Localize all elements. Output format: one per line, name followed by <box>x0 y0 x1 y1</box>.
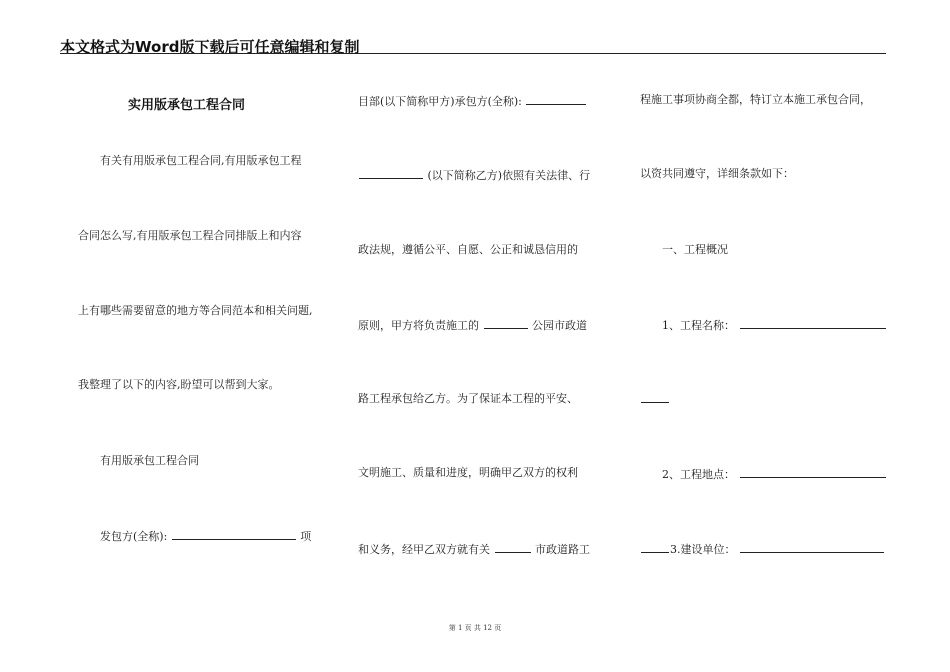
col1-line-5: 有用版承包工程合同 <box>100 454 199 467</box>
road-blank <box>495 541 531 553</box>
col1-line-6 <box>100 528 311 544</box>
project-location-blank <box>740 466 886 478</box>
header-rule <box>60 53 886 54</box>
col2-line-1 <box>358 93 587 109</box>
employer-label: 发包方(全称): <box>100 530 168 543</box>
col2-line-2 <box>358 167 590 183</box>
col2-line-5: 路工程承包给乙方。为了保证本工程的平安、 <box>358 392 578 405</box>
col2-line-2-text: (以下简称乙方)依照有关法律、行 <box>427 169 591 182</box>
col3-line-6 <box>662 466 887 482</box>
owner-blank <box>740 541 884 553</box>
col3-line-7 <box>640 541 885 557</box>
col3-line-5 <box>640 391 670 407</box>
project-blank <box>484 317 528 329</box>
contractor-blank <box>526 93 586 105</box>
col3-line-2: 以资共同遵守，详细条款如下： <box>640 167 794 180</box>
document-header: 本文格式为Word版下载后可任意编辑和复制 <box>60 38 360 56</box>
col2-line-3: 政法规，遵循公平、自愿、公正和诚恳信用的 <box>358 243 578 256</box>
contract-title: 实用版承包工程合同 <box>128 98 246 113</box>
section-heading: 一、工程概况 <box>662 243 728 256</box>
col1-line-3: 上有哪些需要留意的地方等合同范本和相关问题, <box>78 304 313 317</box>
col1-line-2: 合同怎么写,有用版承包工程合同排版上和内容 <box>78 229 302 242</box>
col2-line-7 <box>358 541 590 557</box>
page-footer: 第 1 页 共 12 页 <box>448 624 502 632</box>
col3-line-1: 程施工事项协商全都，特订立本施工承包合同， <box>640 93 871 106</box>
col2-line-7-tail: 市政道路工 <box>535 543 590 556</box>
col1-line-6-tail: 项 <box>300 530 312 543</box>
col2-line-7-text: 和义务，经甲乙双方就有关 <box>358 543 490 556</box>
project-name-blank-2 <box>641 391 669 403</box>
employer-blank <box>172 528 296 540</box>
contractor-label: 目部(以下简称甲方)承包方(全称): <box>358 95 522 108</box>
project-name-blank <box>740 317 886 329</box>
col2-line-4-tail: 公园市政道 <box>532 319 587 332</box>
owner-label: 3.建设单位： <box>670 543 736 556</box>
project-name-label: 1、工程名称： <box>662 319 735 332</box>
contractor-blank-2 <box>359 167 423 179</box>
owner-blank-lead <box>641 541 669 553</box>
col1-line-4: 我整理了以下的内容,盼望可以帮到大家。 <box>78 378 280 391</box>
project-location-label: 2、工程地点： <box>662 468 735 481</box>
col2-line-6: 文明施工、质量和进度，明确甲乙双方的权利 <box>358 466 578 479</box>
col2-line-4-text: 原则，甲方将负责施工的 <box>358 319 479 332</box>
col1-line-1: 有关有用版承包工程合同,有用版承包工程 <box>100 154 302 167</box>
col2-line-4 <box>358 317 587 333</box>
col3-line-4 <box>662 317 887 333</box>
